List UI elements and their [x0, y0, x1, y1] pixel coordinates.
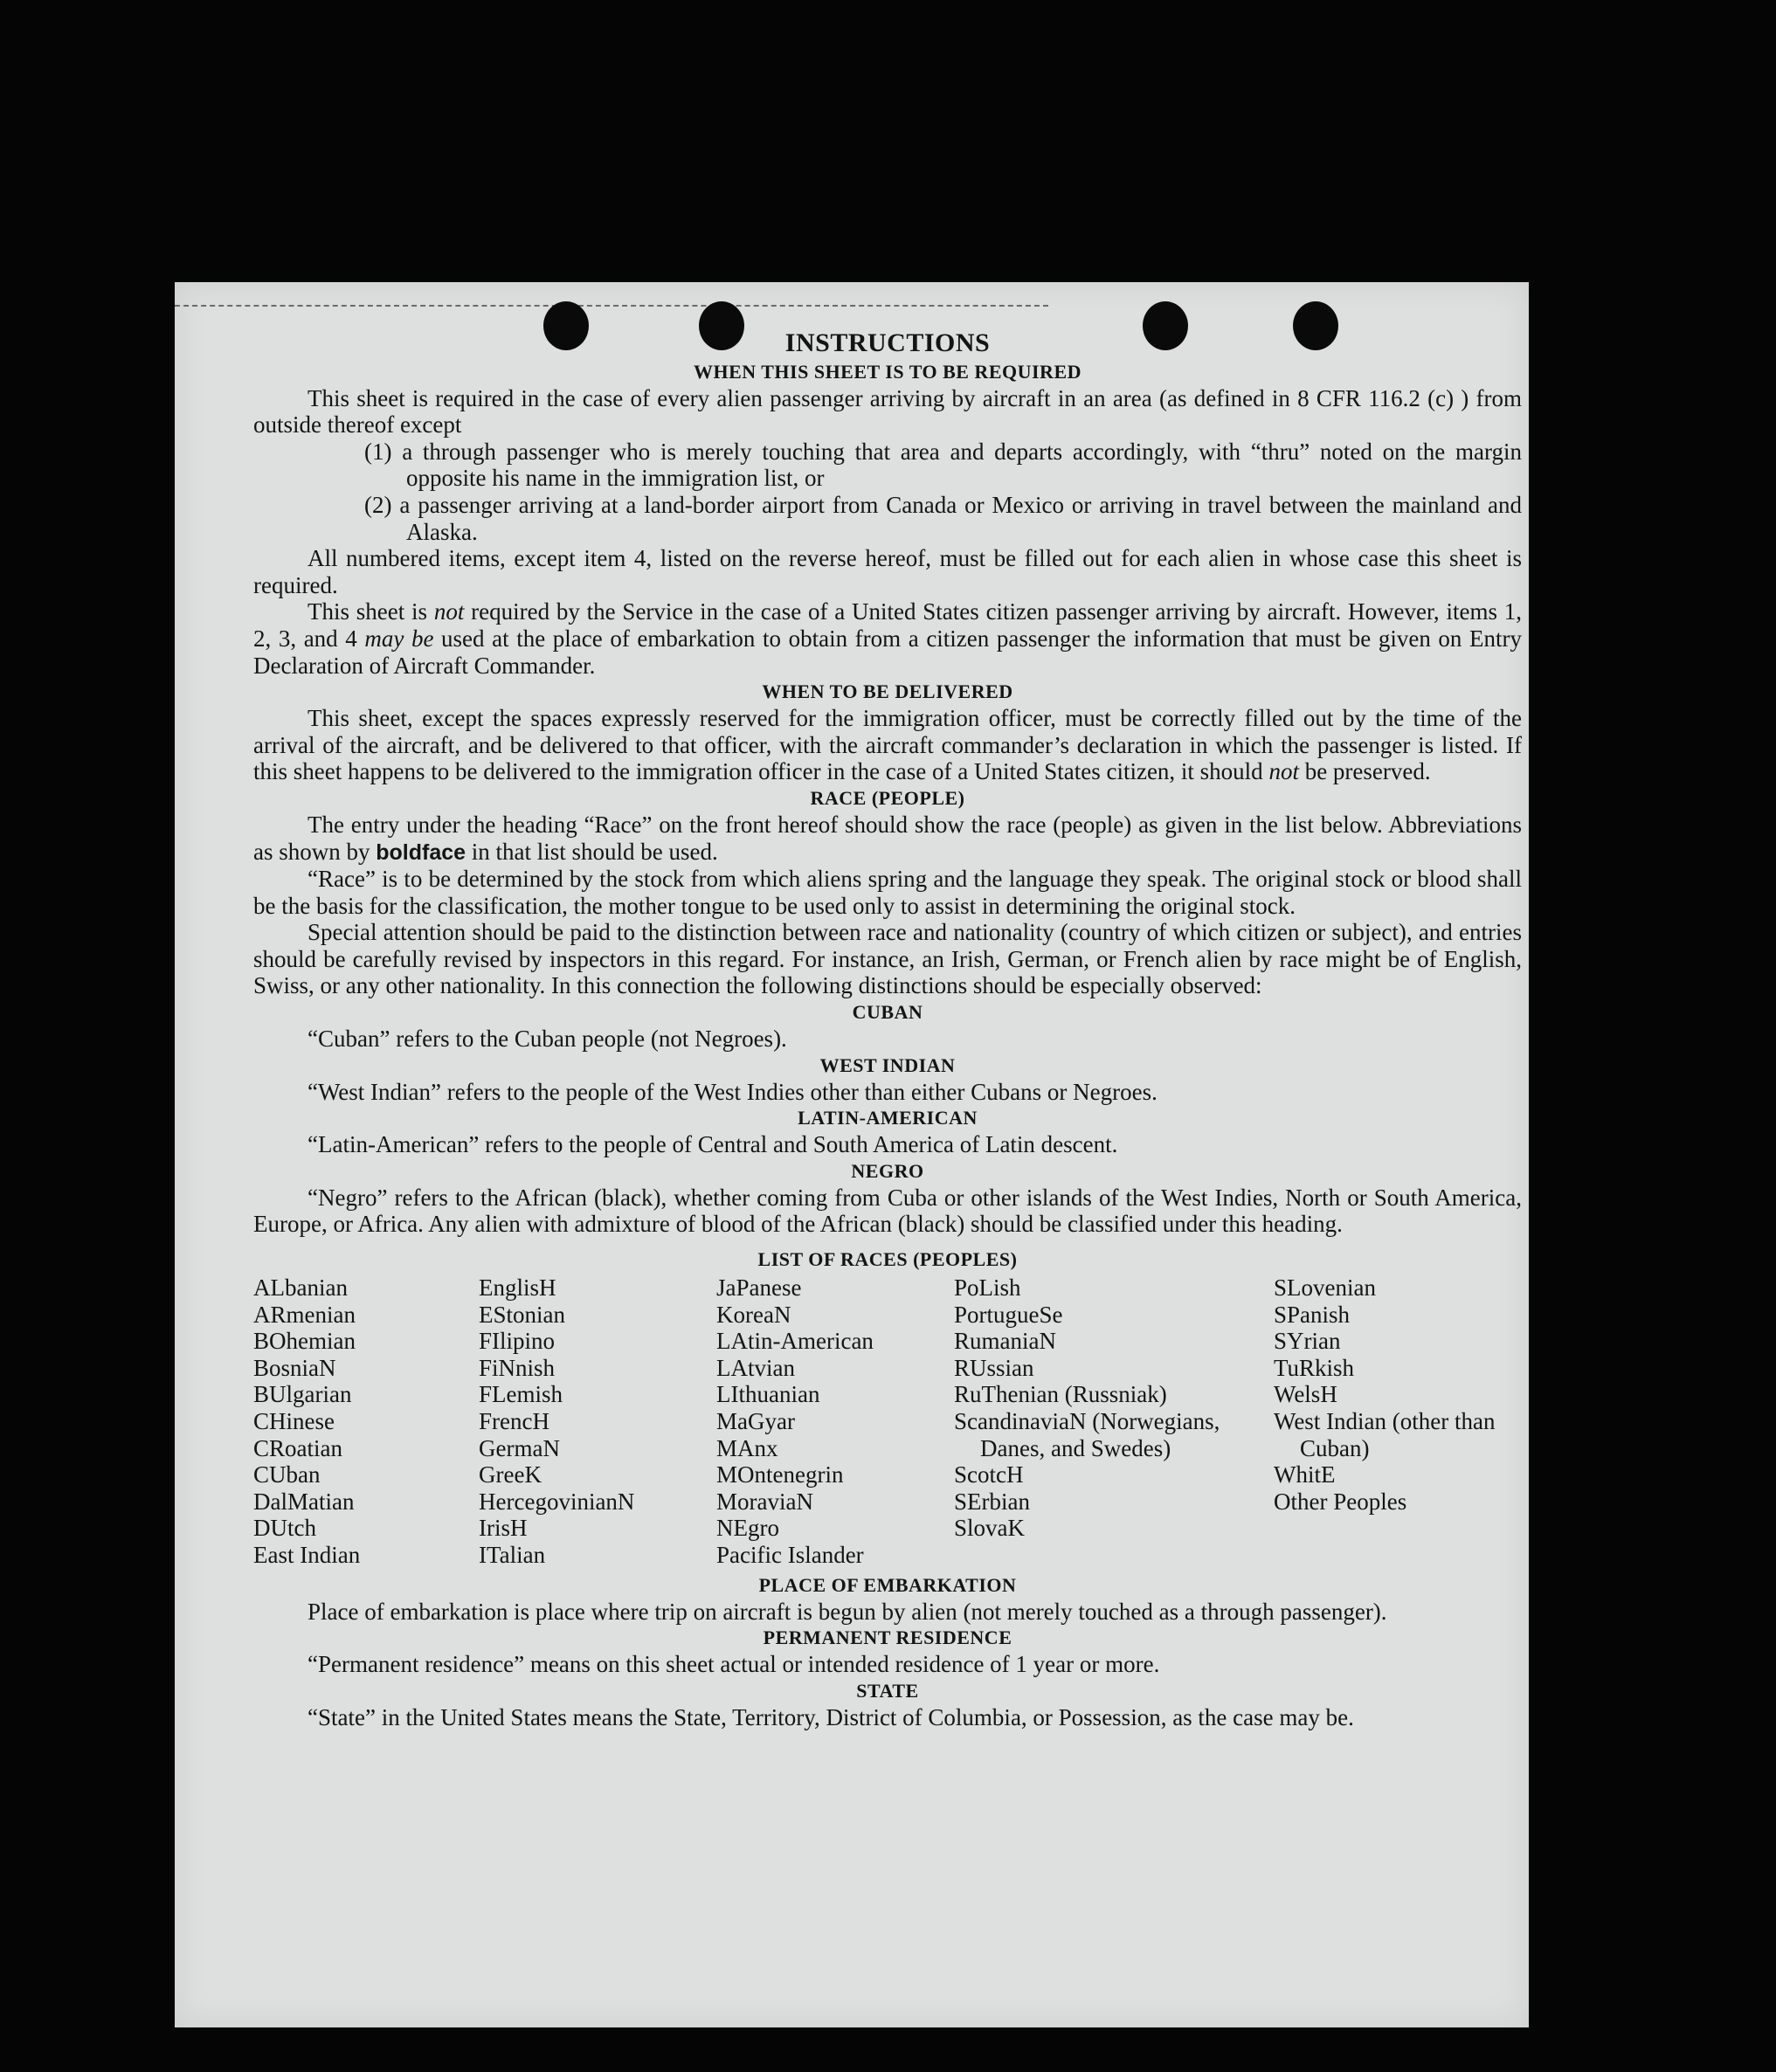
- section-heading: WHEN TO BE DELIVERED: [762, 680, 1013, 703]
- race-list-item: West Indian (other than Cuban): [1274, 1408, 1496, 1461]
- section-heading: WEST INDIAN: [819, 1053, 956, 1076]
- perforation-line: [175, 305, 1048, 307]
- race-list-item: CRoatian: [253, 1434, 342, 1461]
- race-list-item: SPanish: [1274, 1301, 1351, 1328]
- race-list-item: PoLish: [954, 1274, 1021, 1302]
- race-list-item: BUlgarian: [253, 1381, 352, 1408]
- paragraph: This sheet is required in the case of every alien passenger arriving by aircraft in an area (as defined in 8 CFR 116.2 (c) ) from outside thereof except: [253, 384, 1522, 439]
- paragraph: “Permanent residence” means on this sheet actual or intended residence of 1 year or more.: [308, 1651, 1160, 1678]
- race-column: [479, 1274, 716, 1569]
- paragraph: “West Indian” refers to the people of the West Indies other than either Cubans or Negroes.: [308, 1078, 1158, 1105]
- race-list-item: MAnx: [716, 1434, 778, 1461]
- section-heading: LIST OF RACES (PEOPLES): [757, 1248, 1018, 1271]
- paragraph: “Latin-American” refers to the people of Central and South America of Latin descent.: [308, 1131, 1118, 1158]
- document-sheet: [175, 282, 1529, 2027]
- race-list-item: FiNnish: [479, 1354, 556, 1381]
- race-list-item: FIlipino: [479, 1328, 556, 1355]
- race-list-item: SYrian: [1274, 1328, 1341, 1355]
- race-list-item: ITalian: [479, 1541, 546, 1568]
- race-list-item: KoreaN: [716, 1301, 791, 1328]
- section-heading: NEGRO: [851, 1159, 924, 1182]
- paragraph: Place of embarkation is place where trip on aircraft is begun by alien (not merely touched as a through passenger).: [308, 1598, 1387, 1625]
- paragraph: All numbered items, except item 4, listed on the reverse hereof, must be filled out for each alien in whose case this sheet is required.: [253, 545, 1522, 598]
- race-list-item: EnglisH: [479, 1274, 556, 1302]
- race-list-item: JaPanese: [716, 1274, 802, 1302]
- race-list-item: CUban: [253, 1461, 321, 1488]
- race-list-item: BOhemian: [253, 1328, 356, 1355]
- section-heading: PERMANENT RESIDENCE: [763, 1627, 1012, 1649]
- race-list-item: CHinese: [253, 1408, 335, 1434]
- section-heading: PLACE OF EMBARKATION: [758, 1573, 1017, 1596]
- race-list-item: Pacific Islander: [716, 1541, 864, 1568]
- race-list-item: RUssian: [954, 1354, 1034, 1381]
- race-list-item: DalMatian: [253, 1488, 355, 1515]
- list-item: (1) a through passenger who is merely touching that area and departs accordingly, with “thru” noted on the margin opposite his name in the immigration list, or: [364, 438, 1522, 492]
- section-heading: WHEN THIS SHEET IS TO BE REQUIRED: [693, 360, 1082, 383]
- paragraph: “State” in the United States means the State, Territory, District of Columbia, or Possession, as the case may be.: [308, 1703, 1354, 1730]
- race-list-item: MOntenegrin: [716, 1461, 844, 1488]
- race-list-item: RuThenian (Russniak): [954, 1381, 1167, 1408]
- race-list-item: ScandinaviaN (Norwegians, Danes, and Swedes): [954, 1408, 1220, 1461]
- race-list-item: HercegovinianN: [479, 1488, 635, 1515]
- section-heading: CUBAN: [852, 1001, 923, 1024]
- race-list-item: GermaN: [479, 1434, 560, 1461]
- race-list-item: GreeK: [479, 1461, 542, 1488]
- section-heading: RACE (PEOPLE): [810, 786, 965, 809]
- race-column: [716, 1274, 954, 1569]
- race-list-item: PortugueSe: [954, 1301, 1063, 1328]
- race-list-item: ALbanian: [253, 1274, 348, 1302]
- race-list-item: RumaniaN: [954, 1328, 1056, 1355]
- race-list-item: SlovaK: [954, 1515, 1025, 1542]
- race-list-item: ARmenian: [253, 1301, 356, 1328]
- race-list-item: EStonian: [479, 1301, 565, 1328]
- race-list-item: LAtin-American: [716, 1328, 874, 1355]
- paragraph: This sheet, except the spaces expressly reserved for the immigration officer, must be correctly filled out by the time of the arrival of the aircraft, and be delivered to that officer, with the aircraft commander’s declaration in which the passenger is listed. If this sheet happens to be delivered to the immigration officer in the case of a United States citizen, it should not be preserved.: [253, 705, 1522, 785]
- paragraph: This sheet is not required by the Service in the case of a United States citizen passenger arriving by aircraft. However, items 1, 2, 3, and 4 may be used at the place of embarkation to obtain from a citizen passenger the information that must be given on Entry Declaration of Aircraft Commander.: [253, 598, 1523, 679]
- race-column: [954, 1274, 1274, 1569]
- paragraph: “Cuban” refers to the Cuban people (not Negroes).: [308, 1026, 787, 1053]
- race-list-item: SErbian: [954, 1488, 1030, 1515]
- race-list-item: FLemish: [479, 1381, 563, 1408]
- race-list-item: SLovenian: [1274, 1274, 1376, 1302]
- instructions-body: [253, 330, 1522, 1730]
- race-list-item: East Indian: [253, 1541, 361, 1568]
- race-list-item: NEgro: [716, 1515, 779, 1542]
- paragraph: Special attention should be paid to the distinction between race and nationality (country of which citizen or subject), and entries should be carefully revised by inspectors in this regard. For instance, an Irish, German, or French alien by race might be of English, Swiss, or any other nationality. In this connection the following distinctions should be especially observed:: [253, 919, 1522, 999]
- page-title: INSTRUCTIONS: [784, 328, 991, 357]
- race-list-item: Other Peoples: [1274, 1488, 1407, 1515]
- race-list-item: DUtch: [253, 1515, 316, 1542]
- race-list-item: WhitE: [1274, 1461, 1336, 1488]
- race-list-item: ScotcH: [954, 1461, 1024, 1488]
- race-list-item: MoraviaN: [716, 1488, 813, 1515]
- race-list-item: FrencH: [479, 1408, 549, 1434]
- list-item: (2) a passenger arriving at a land-border airport from Canada or Mexico or arriving in travel between the mainland and Alaska.: [364, 491, 1522, 545]
- section-heading: LATIN-AMERICAN: [798, 1107, 978, 1129]
- paragraph: “Negro” refers to the African (black), whether coming from Cuba or other islands of the West Indies, North or South America, Europe, or Africa. Any alien with admixture of blood of the African (black) should be classified under this heading.: [253, 1184, 1522, 1238]
- race-list-item: WelsH: [1274, 1381, 1337, 1408]
- race-list-item: MaGyar: [716, 1408, 795, 1434]
- race-column: [1274, 1274, 1522, 1569]
- paragraph: “Race” is to be determined by the stock from which aliens spring and the language they speak. The original stock or blood shall be the basis for the classification, the mother tongue to be used only to assist in determining the original stock.: [253, 866, 1522, 919]
- paragraph: The entry under the heading “Race” on the front hereof should show the race (people) as given in the list below. Abbreviations as shown by boldface in that list should be used.: [253, 811, 1522, 865]
- race-list-item: LAtvian: [716, 1354, 795, 1381]
- race-list-item: IrisH: [479, 1515, 528, 1542]
- race-list-item: TuRkish: [1274, 1354, 1355, 1381]
- section-heading: STATE: [856, 1679, 919, 1702]
- race-list-item: LIthuanian: [716, 1381, 820, 1408]
- race-list-item: BosniaN: [253, 1354, 336, 1381]
- race-column: [253, 1274, 479, 1569]
- race-list: [253, 1274, 1522, 1569]
